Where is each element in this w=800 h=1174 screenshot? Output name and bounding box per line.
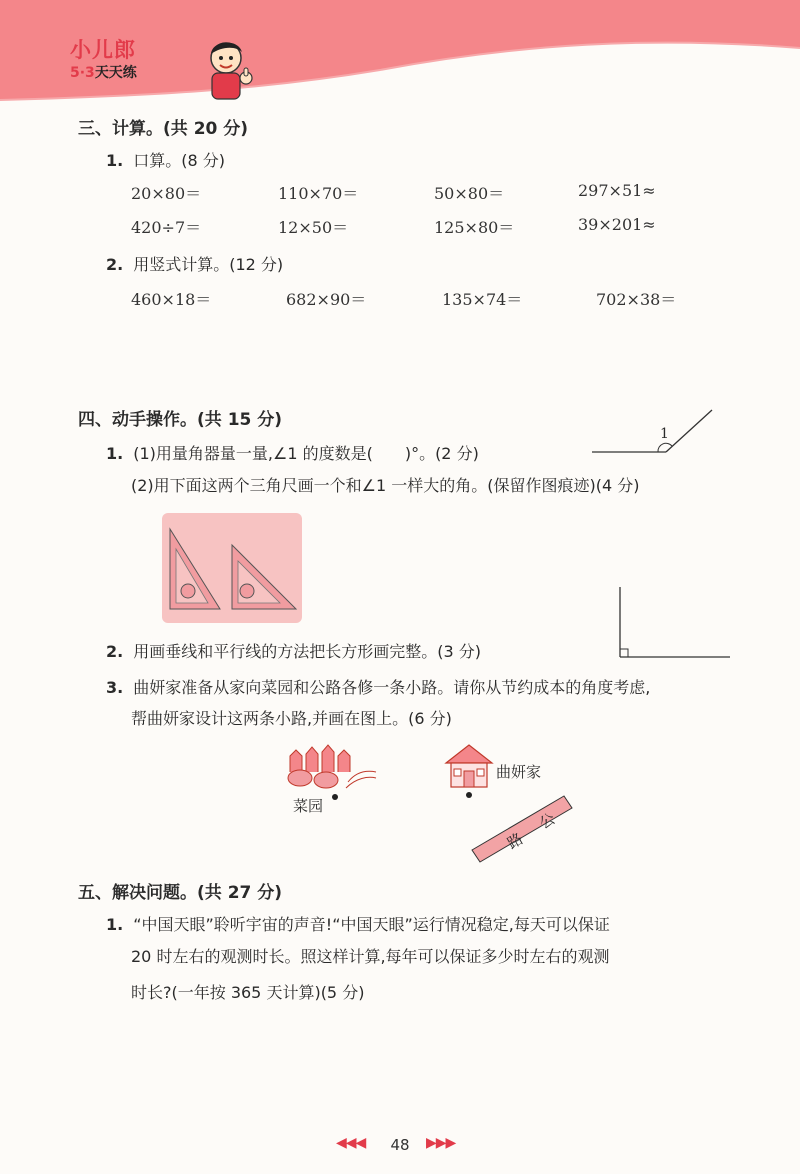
brand-logo <box>70 34 210 104</box>
home-label: 曲妍家 <box>496 763 542 781</box>
page-number: 48 <box>390 1136 410 1154</box>
brand-sub-num: 5·3 <box>70 65 95 81</box>
oral-calc-item: 125×80＝ <box>434 218 515 237</box>
angle-label: 1 <box>660 426 669 442</box>
section-5-q1-line1 <box>106 912 610 935</box>
vegetable-garden-icon <box>286 742 378 792</box>
question-text: 用画垂线和平行线的方法把长方形画完整。(3 分) <box>133 642 481 661</box>
section-3-q1 <box>106 148 225 171</box>
section-3-title: 三、计算。(共 20 分) <box>78 119 249 139</box>
brand-subtitle <box>70 62 137 82</box>
oral-calc-item: 50×80＝ <box>434 184 505 203</box>
vertical-calc-item: 135×74＝ <box>442 290 523 309</box>
question-number: 2. <box>106 642 124 661</box>
mascot-boy-icon <box>196 34 266 104</box>
oral-calc-item: 297×51≈ <box>578 181 656 200</box>
question-number: 1. <box>106 444 124 463</box>
vertical-calc-item: 682×90＝ <box>286 290 367 309</box>
prev-page-arrows: ◀◀◀ <box>336 1135 366 1151</box>
brand-title: 小儿郎 <box>70 38 136 62</box>
set-squares-panel <box>162 513 302 623</box>
question-number: 1. <box>106 915 124 934</box>
rectangle-sides-figure <box>614 585 734 663</box>
section-5-title: 五、解决问题。(共 27 分) <box>78 883 283 903</box>
section-5-q1-line2: 20 时左右的观测时长。照这样计算,每年可以保证多少时左右的观测 <box>131 947 610 966</box>
section-4-q3-line2: 帮曲妍家设计这两条小路,并画在图上。(6 分) <box>131 709 452 728</box>
section-4-title: 四、动手操作。(共 15 分) <box>78 410 283 430</box>
oral-calc-item: 39×201≈ <box>578 215 656 234</box>
section-4-q2 <box>106 639 481 662</box>
question-text: 口算。(8 分) <box>133 151 225 170</box>
road-char: 公 <box>536 809 559 833</box>
question-number: 2. <box>106 255 124 274</box>
oral-calc-item: 420÷7＝ <box>131 218 202 237</box>
section-4-q1-line1 <box>106 441 479 464</box>
section-5-q1-line3: 时长?(一年按 365 天计算)(5 分) <box>131 983 365 1002</box>
next-page-arrows: ▶▶▶ <box>426 1135 456 1151</box>
oral-calc-item: 110×70＝ <box>278 184 359 203</box>
angle-1-figure <box>590 404 720 460</box>
oral-calc-item: 12×50＝ <box>278 218 349 237</box>
garden-label: 菜园 <box>293 797 324 815</box>
oral-calc-item: 20×80＝ <box>131 184 202 203</box>
house-icon <box>444 743 494 791</box>
vertical-calc-item: 460×18＝ <box>131 290 212 309</box>
section-3-q2 <box>106 252 283 275</box>
road-char: 路 <box>504 829 527 853</box>
question-text: (1)用量角器量一量,∠1 的度数是( )°。(2 分) <box>133 444 479 463</box>
question-text: 用竖式计算。(12 分) <box>133 255 284 274</box>
question-number: 1. <box>106 151 124 170</box>
brand-sub-text: 天天练 <box>94 65 137 81</box>
section-4-q3-line1 <box>106 675 650 698</box>
question-number: 3. <box>106 678 124 697</box>
vertical-calc-item: 702×38＝ <box>596 290 677 309</box>
question-text: 曲妍家准备从家向菜园和公路各修一条小路。请你从节约成本的角度考虑, <box>133 678 651 697</box>
question-text: “中国天眼”聆听宇宙的声音!“中国天眼”运行情况稳定,每天可以保证 <box>133 915 610 934</box>
garden-point <box>330 792 340 802</box>
section-4-q1-line2: (2)用下面这两个三角尺画一个和∠1 一样大的角。(保留作图痕迹)(4 分) <box>131 476 640 495</box>
road-strip <box>468 792 574 864</box>
